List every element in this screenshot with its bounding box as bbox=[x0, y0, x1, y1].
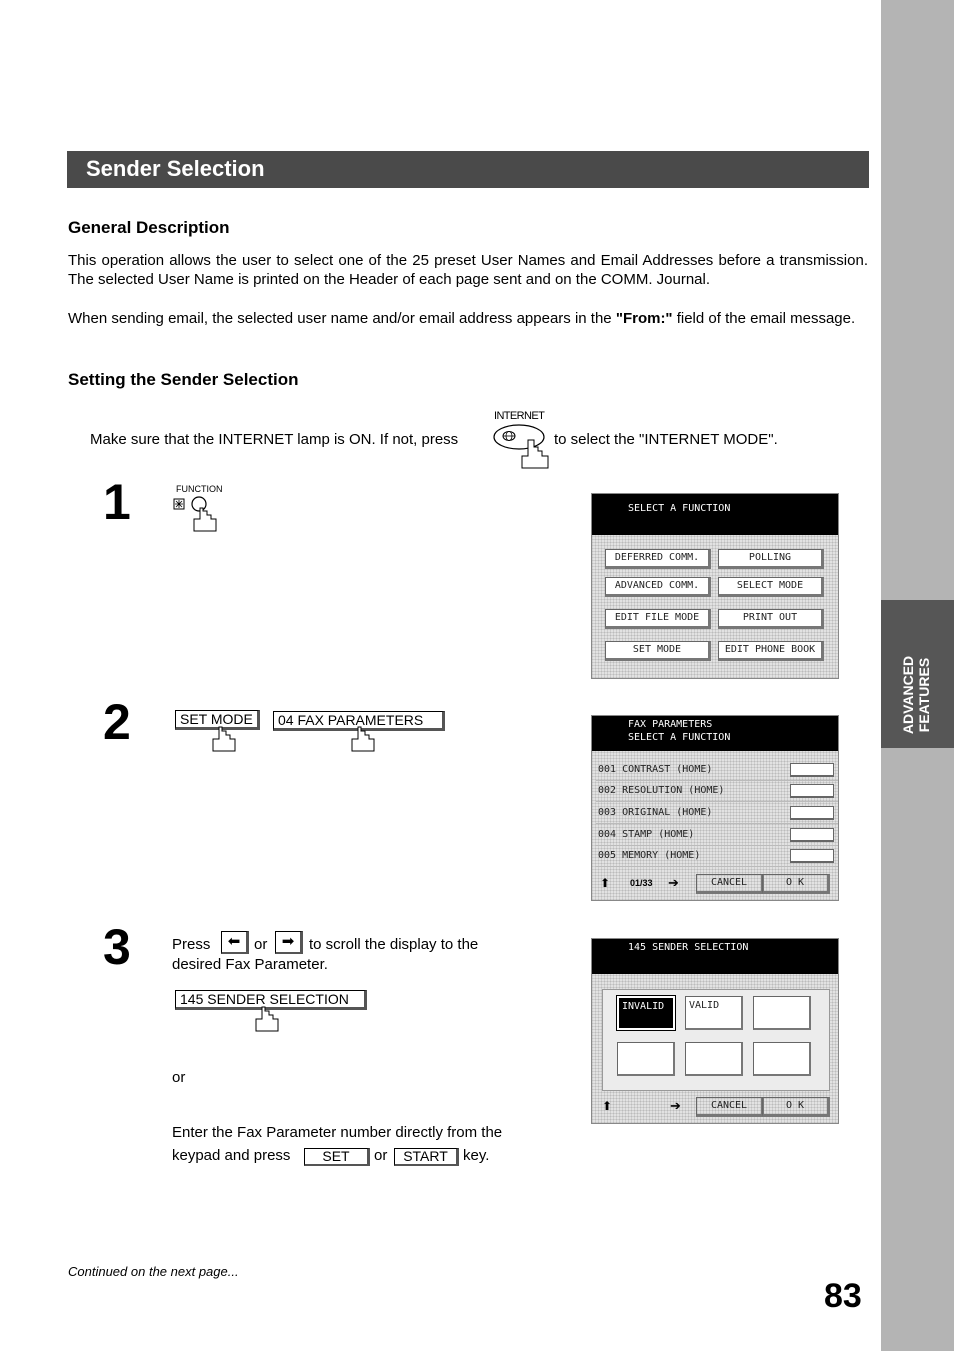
enter-text: Enter the Fax Parameter number directly from the bbox=[172, 1124, 503, 1141]
step-3-number: 3 bbox=[103, 919, 129, 975]
start-key[interactable]: START bbox=[394, 1148, 459, 1166]
parameter-row[interactable]: 003 ORIGINAL (HOME) bbox=[596, 803, 838, 824]
scroll-text-2: desired Fax Parameter. bbox=[172, 956, 328, 973]
general-paragraph-1: This operation allows the user to select one of the 25 preset User Names and Email Addresses before a transmission. The selected User Name is printed on the Header of each page sent and on the COMM. Journal. bbox=[68, 252, 868, 288]
section-tab-label: ADVANCED FEATURES bbox=[900, 655, 932, 735]
empty-option[interactable] bbox=[753, 1042, 811, 1076]
select-mode-button[interactable]: SELECT MODE bbox=[718, 577, 824, 597]
step-2-number: 2 bbox=[103, 694, 129, 750]
scroll-down-icon[interactable]: ➔ bbox=[670, 1098, 681, 1113]
valid-option[interactable]: VALID bbox=[685, 996, 743, 1030]
deferred-comm-button[interactable]: DEFERRED COMM. bbox=[605, 549, 711, 569]
empty-option[interactable] bbox=[685, 1042, 743, 1076]
press-hand-icon bbox=[254, 1006, 280, 1032]
parameter-row[interactable]: 002 RESOLUTION (HOME) bbox=[596, 781, 838, 802]
scroll-up-icon[interactable]: ⬆ bbox=[602, 1099, 613, 1113]
press-text: Press bbox=[172, 936, 211, 953]
or-text: or bbox=[374, 1147, 388, 1164]
lcd-header-line-1: FAX PARAMETERS bbox=[628, 719, 713, 730]
fax-parameters-key[interactable]: 04 FAX PARAMETERS bbox=[273, 711, 445, 731]
lcd-header-line-2: SELECT A FUNCTION bbox=[628, 732, 731, 743]
edit-phone-book-button[interactable]: EDIT PHONE BOOK bbox=[718, 641, 824, 661]
set-key[interactable]: SET bbox=[304, 1148, 370, 1166]
internet-key-icon[interactable] bbox=[492, 422, 550, 470]
print-out-button[interactable]: PRINT OUT bbox=[718, 609, 824, 629]
advanced-comm-button[interactable]: ADVANCED COMM. bbox=[605, 577, 711, 597]
or-text: or bbox=[172, 1069, 186, 1086]
scroll-up-icon[interactable]: ⬆ bbox=[600, 876, 611, 890]
page-number: 83 bbox=[824, 1277, 862, 1315]
page-title: Sender Selection bbox=[86, 156, 265, 181]
lcd-screen-sender-selection bbox=[591, 938, 839, 1124]
step-1-number: 1 bbox=[103, 474, 129, 530]
press-hand-icon bbox=[211, 726, 237, 752]
press-hand-icon bbox=[350, 726, 376, 752]
empty-option[interactable] bbox=[753, 996, 811, 1030]
lcd-header bbox=[592, 716, 838, 751]
page-indicator: 01/33 bbox=[630, 878, 653, 888]
lcd-screen-select-function bbox=[591, 493, 839, 679]
general-paragraph-2: When sending email, the selected user name and/or email address appears in the "From:" field of the email message. bbox=[68, 310, 856, 327]
setting-heading: Setting the Sender Selection bbox=[68, 370, 299, 389]
scroll-text: to scroll the display to the bbox=[309, 936, 479, 953]
set-mode-key[interactable]: SET MODE bbox=[175, 710, 260, 730]
edit-file-mode-button[interactable]: EDIT FILE MODE bbox=[605, 609, 711, 629]
key-text: key. bbox=[463, 1147, 490, 1164]
invalid-option[interactable]: INVALID bbox=[617, 996, 675, 1030]
internet-key-label: INTERNET bbox=[494, 410, 545, 422]
parameter-row[interactable]: 005 MEMORY (HOME) bbox=[596, 846, 838, 867]
internet-instruction: Make sure that the INTERNET lamp is ON. If not, press bbox=[90, 431, 459, 448]
continued-note: Continued on the next page... bbox=[68, 1264, 239, 1279]
set-mode-button[interactable]: SET MODE bbox=[605, 641, 711, 661]
left-arrow-key[interactable]: ⬅ bbox=[221, 931, 249, 954]
cancel-button[interactable]: CANCEL bbox=[696, 1097, 764, 1117]
enter-text-2: keypad and press bbox=[172, 1147, 291, 1164]
function-key-label: FUNCTION bbox=[176, 484, 223, 494]
lcd-header: SELECT A FUNCTION bbox=[592, 494, 838, 535]
sender-selection-key[interactable]: 145 SENDER SELECTION bbox=[175, 990, 367, 1010]
function-key-icon[interactable] bbox=[172, 494, 222, 534]
lcd-screen-fax-parameters bbox=[591, 715, 839, 901]
or-text: or bbox=[254, 936, 268, 953]
ok-button[interactable]: O K bbox=[762, 1097, 830, 1117]
cancel-button[interactable]: CANCEL bbox=[696, 874, 764, 894]
scroll-down-icon[interactable]: ➔ bbox=[668, 875, 679, 890]
empty-option[interactable] bbox=[617, 1042, 675, 1076]
ok-button[interactable]: O K bbox=[762, 874, 830, 894]
internet-instruction-end: to select the "INTERNET MODE". bbox=[554, 431, 778, 448]
right-arrow-key[interactable]: ➡ bbox=[275, 931, 303, 954]
polling-button[interactable]: POLLING bbox=[718, 549, 824, 569]
general-description-heading: General Description bbox=[68, 218, 230, 237]
lcd-header: 145 SENDER SELECTION bbox=[592, 939, 838, 974]
parameter-row[interactable]: 004 STAMP (HOME) bbox=[596, 825, 838, 846]
parameter-row[interactable]: 001 CONTRAST (HOME) bbox=[596, 760, 838, 781]
